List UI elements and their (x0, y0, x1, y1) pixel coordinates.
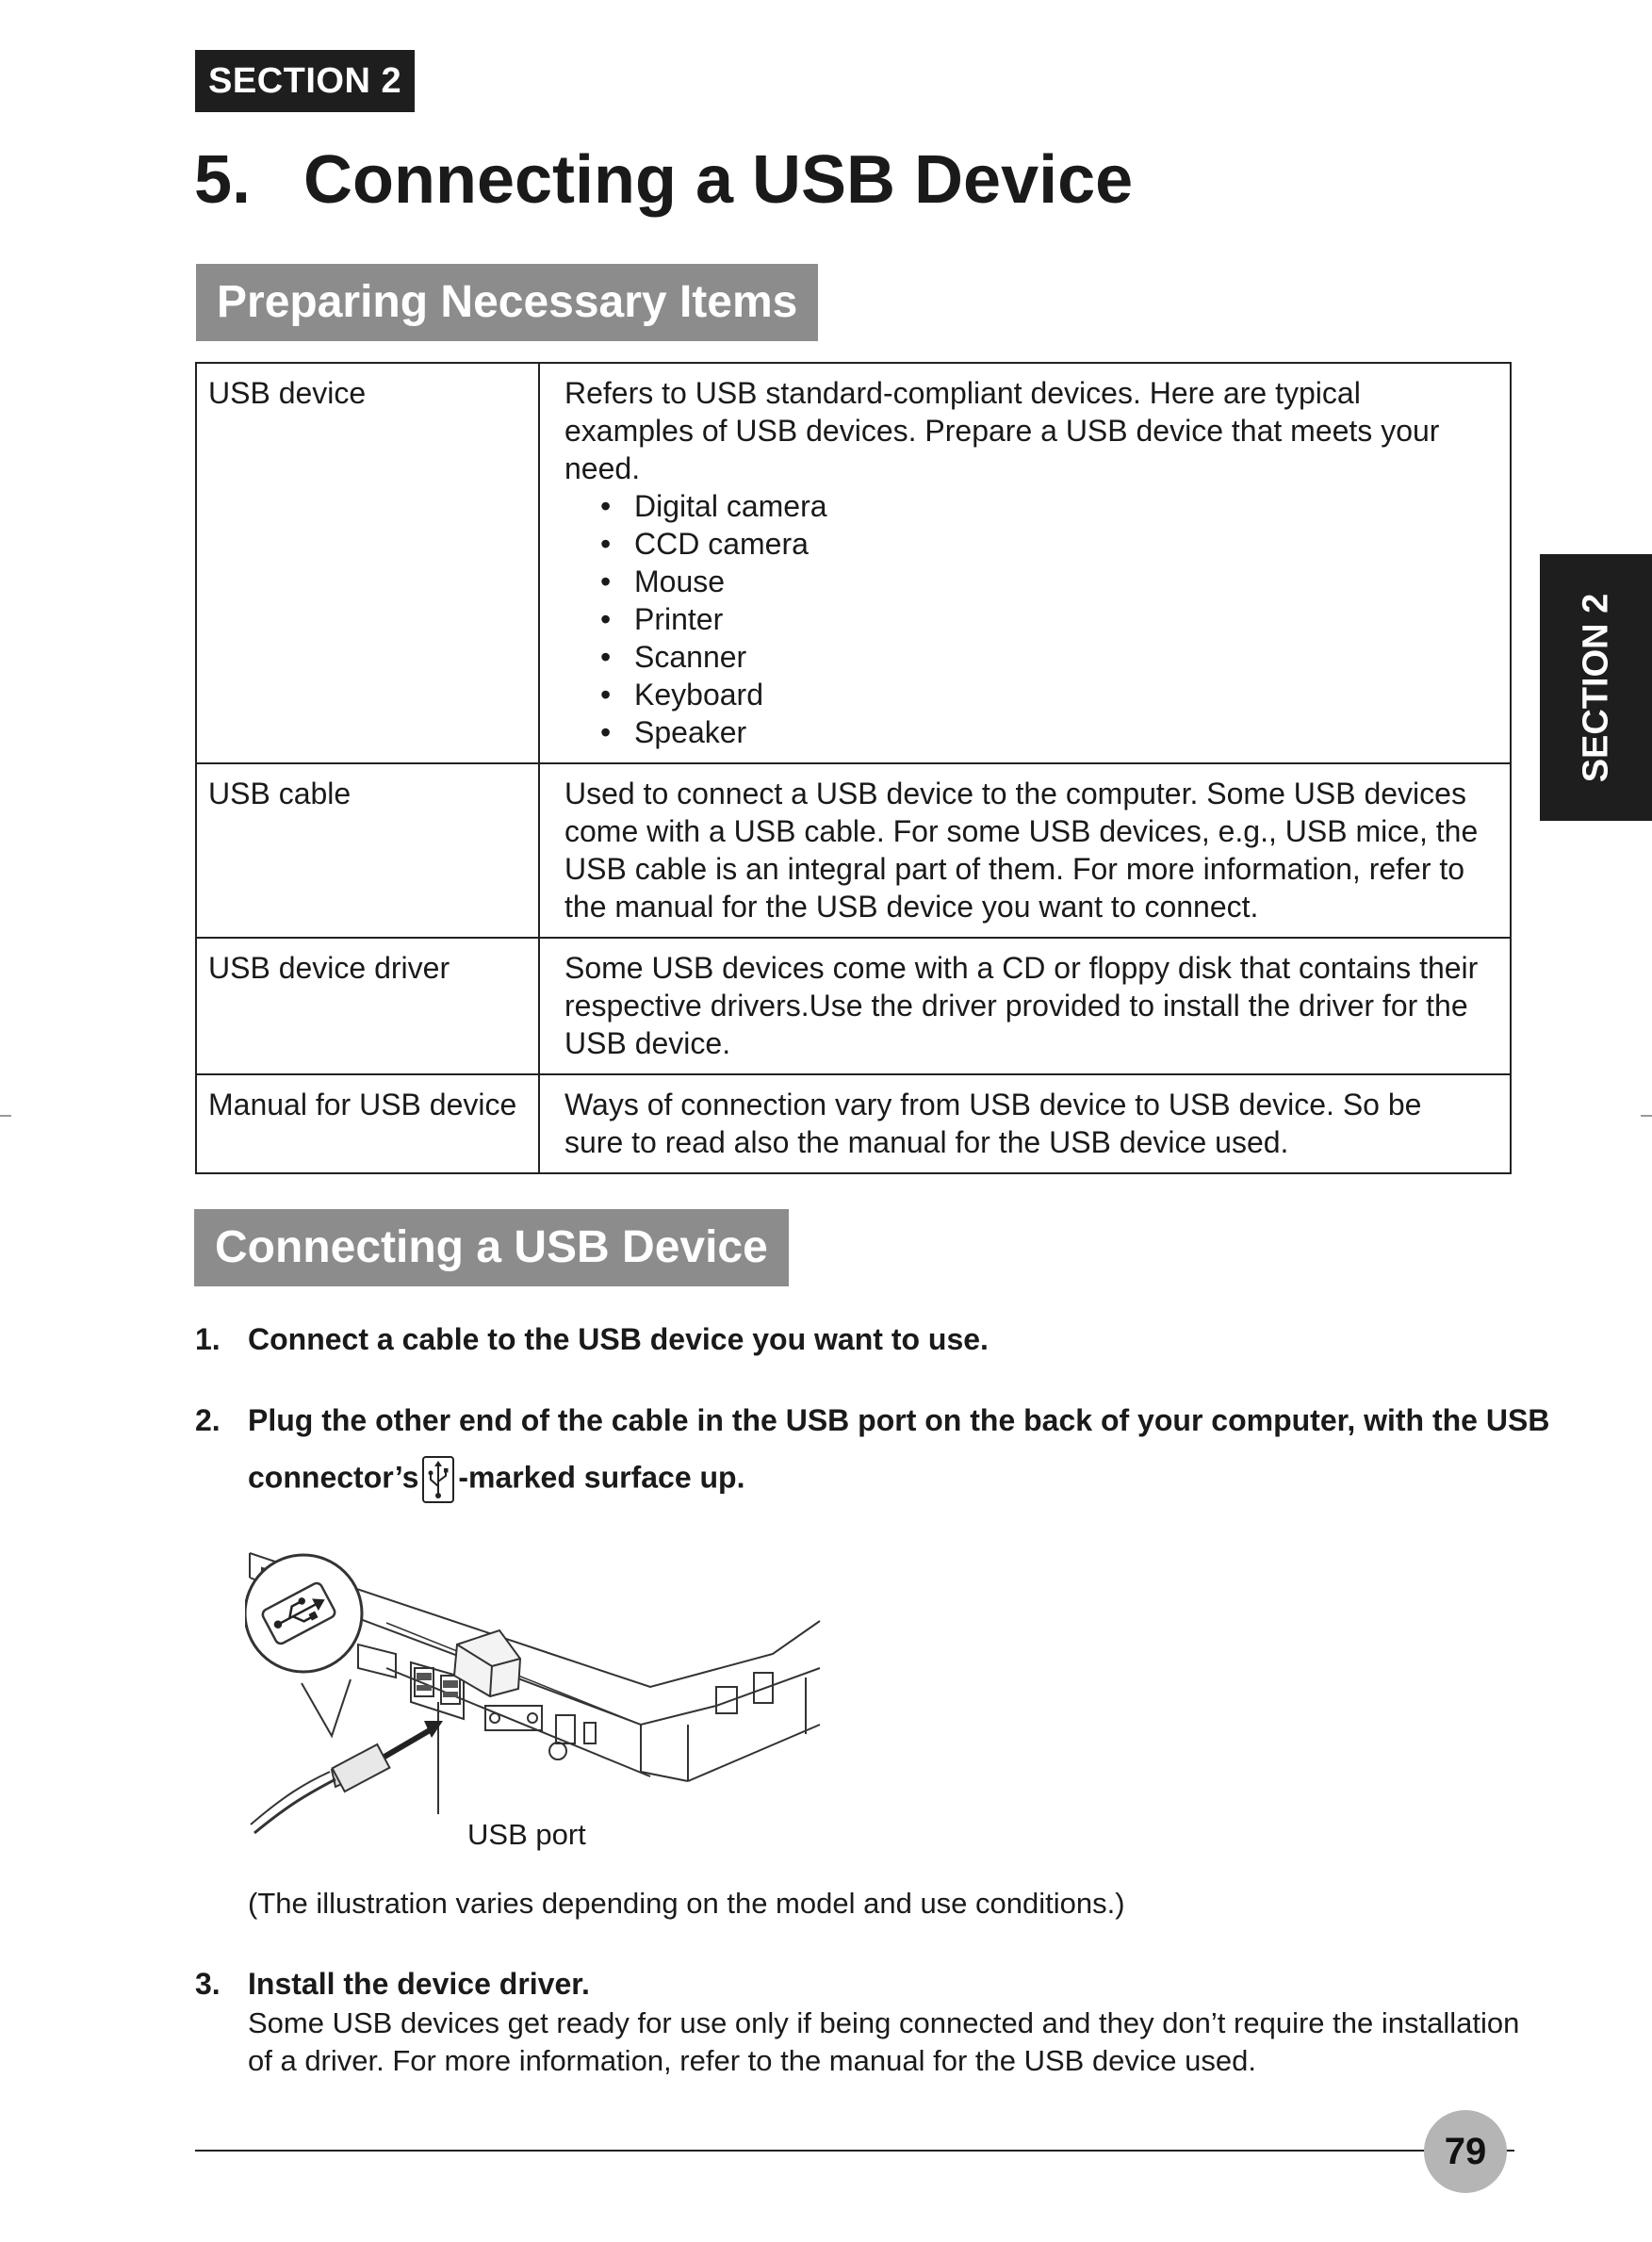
side-section-tab (1540, 554, 1652, 821)
list-item-label: CCD camera (634, 527, 809, 561)
step-title: Install the device driver. (248, 1967, 590, 2001)
list-item (600, 525, 1487, 563)
list-item-label: Scanner (634, 640, 747, 674)
step-text: Connect a cable to the USB device you want to use. (248, 1322, 989, 1356)
step-text: Plug the other end of the cable in the USB port on the back of your computer, with the USB (248, 1403, 1550, 1437)
section-tag: SECTION 2 (195, 50, 415, 112)
step-text-part: connector’s (248, 1460, 419, 1495)
item-name: USB device (196, 363, 539, 763)
illustration-caption: (The illustration varies depending on the model and use conditions.) (248, 1887, 1125, 1920)
list-item (600, 638, 1487, 676)
item-description: Used to connect a USB device to the computer. Some USB devices come with a USB cable. For some USB devices, e.g., USB mice, the USB cable is an integral part of them. For more information, refer to the manual for the USB device you want to connect. (539, 763, 1511, 938)
usb-symbol-icon (422, 1456, 454, 1503)
title-number: 5. (194, 142, 252, 218)
bullet: • (600, 565, 612, 598)
item-desc-text: Refers to USB standard-compliant devices. Here are typical examples of USB devices. Prepare a USB device that meets your need. (564, 376, 1440, 485)
side-tab-label: SECTION 2 (1576, 593, 1615, 782)
item-name: USB cable (196, 763, 539, 938)
device-list (564, 487, 1487, 751)
list-item (600, 600, 1487, 638)
item-description: Ways of connection vary from USB device to USB device. So be sure to read also the manual for the USB device used. (539, 1074, 1511, 1173)
item-description: Some USB devices come with a CD or floppy disk that contains their respective drivers.Use the driver provided to install the driver for the USB device. (539, 938, 1511, 1074)
list-item-label: Digital camera (634, 489, 827, 523)
table-row (196, 363, 1511, 763)
subhead-connecting: Connecting a USB Device (194, 1209, 789, 1286)
step-number: 2. (195, 1403, 221, 1437)
list-item (600, 676, 1487, 713)
list-item-label: Keyboard (634, 678, 763, 712)
bullet: • (600, 678, 612, 712)
item-description (539, 363, 1511, 763)
bullet: • (600, 489, 612, 523)
step-2-line-2 (248, 1456, 744, 1503)
step-3-body: Some USB devices get ready for use only if being connected and they don’t require the installation of a driver. For more information, refer to the manual for the USB device used. (248, 2006, 1520, 2077)
footer-rule (195, 2150, 1514, 2152)
table-row (196, 763, 1511, 938)
list-item (600, 487, 1487, 525)
page-title (194, 141, 1133, 219)
items-table (195, 362, 1512, 1174)
table-row (196, 938, 1511, 1074)
bullet: • (600, 640, 612, 674)
step-number: 3. (195, 1967, 221, 2001)
crop-mark (0, 1115, 11, 1117)
bullet: • (600, 602, 612, 636)
list-item-label: Speaker (634, 715, 747, 749)
bullet: • (600, 527, 612, 561)
title-text: Connecting a USB Device (303, 142, 1134, 218)
crop-mark (1641, 1115, 1652, 1117)
usb-port-label: USB port (467, 1818, 586, 1851)
list-item (600, 563, 1487, 600)
bullet: • (600, 715, 612, 749)
list-item (600, 713, 1487, 751)
list-item-label: Printer (634, 602, 724, 636)
step-number: 1. (195, 1322, 221, 1356)
item-name: USB device driver (196, 938, 539, 1074)
item-name: Manual for USB device (196, 1074, 539, 1173)
page-number: 79 (1424, 2110, 1507, 2193)
list-item-label: Mouse (634, 565, 726, 598)
step-text-part: -marked surface up. (458, 1460, 745, 1495)
usb-port-illustration (245, 1546, 822, 1857)
subhead-preparing: Preparing Necessary Items (196, 264, 818, 341)
table-row (196, 1074, 1511, 1173)
